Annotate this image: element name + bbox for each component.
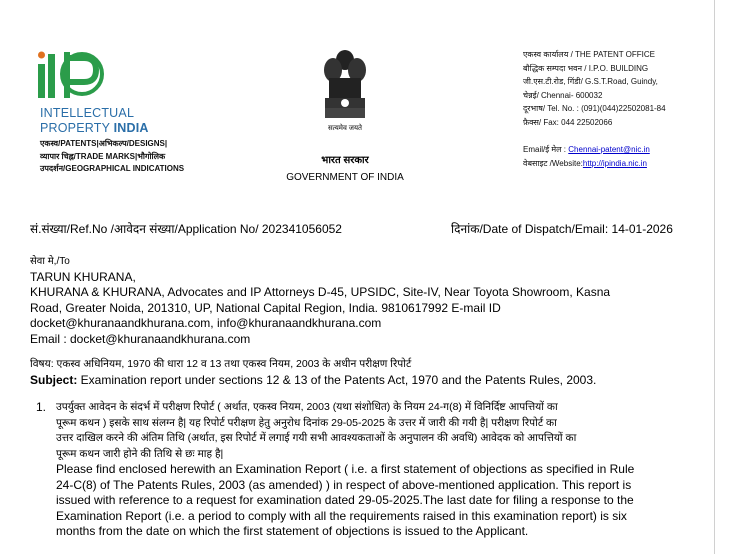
office-line1: एकस्व कार्यालय / THE PATENT OFFICE: [523, 50, 656, 59]
office-website-label: वेबसाइट /Website:: [523, 158, 583, 168]
paragraph-hindi-line2: पूरूम कथन ) इसके साथ संलग्न है| यह रिपोर्ट परीक्षण हेतु अनुरोध दिनांक 29-05-2025 के उत्तर में जारी की गयी है| परीक्षण रिपोर्ट का: [56, 416, 557, 429]
office-line5: दूरभाष/ Tel. No. : (091)(044)22502081-84: [523, 104, 666, 113]
logo-sub-line3: उपदर्शन/GEOGRAPHICAL INDICATIONS: [40, 164, 185, 173]
office-website-link[interactable]: http://ipindia.nic.in: [582, 158, 647, 168]
subject-block: [30, 356, 720, 388]
logo-title-line2a: PROPERTY: [40, 121, 114, 135]
office-email-label: Email/ई मेल :: [523, 145, 569, 154]
paragraph-english-line1: Please find enclosed herewith an Examination Report ( i.e. a first statement of objections as specified in Rule: [56, 462, 635, 476]
logo-title: [40, 106, 149, 136]
office-line6: फ़ैक्स/ Fax: 044 22502066: [523, 117, 613, 127]
logo-sub-line1: एकस्व/PATENTS|अभिकल्प/DESIGNS|: [40, 139, 168, 148]
office-email-link[interactable]: Chennai-patent@nic.in: [568, 145, 650, 154]
reference-application-number: सं.संख्या/Ref.No /आवेदन संख्या/Application No/ 202341056052: [30, 222, 342, 236]
recipient-name: TARUN KHURANA,: [30, 269, 136, 284]
recipient-email: Email : docket@khuranaandkhurana.com: [30, 331, 251, 346]
paragraph-hindi-line3: उत्तर दाखिल करने की अंतिम तिथि (अर्थात, इस रिपोर्ट में लगाई गयी सभी आवश्यकताओं के अनुपालन की अवधि) आवेदक को आपत्तियों का: [56, 432, 577, 444]
office-line2: बौद्धिक सम्पदा भवन / I.P.O. BUILDING: [523, 63, 649, 73]
subject-english: Examination report under sections 12 & 13 of the Patents Act, 1970 and the Patents Rules, 2003.: [77, 373, 597, 387]
office-line3: जी.एस.टी.रोड, गिंडी/ G.S.T.Road, Guindy,: [523, 77, 658, 86]
reference-dispatch-date: दिनांक/Date of Dispatch/Email: 14-01-2026: [451, 222, 673, 236]
paragraph-number: 1.: [36, 400, 47, 414]
paragraph-english-line4: Examination Report (i.e. a period to comply with all the requirements raised in this examination report) is six: [56, 508, 627, 523]
ip-india-logo-icon: [38, 50, 110, 102]
office-line4: चेन्नई/ Chennai- 600032: [523, 90, 603, 100]
recipient-emails: docket@khuranaandkhurana.com, info@khuranaandkhurana.com: [30, 316, 382, 330]
subject-label: Subject:: [30, 373, 78, 387]
recipient-address-line1: KHURANA & KHURANA, Advocates and IP Attorneys D-45, UPSIDC, Site-IV, Near Toyota Showroom, Kasna: [30, 285, 611, 299]
emblem-motto: सत्यमेव जयते: [327, 125, 363, 132]
government-hindi: भारत सरकार: [321, 155, 369, 166]
office-address: [523, 48, 666, 170]
government-english: GOVERNMENT OF INDIA: [286, 172, 404, 183]
logo-title-line2b: INDIA: [113, 121, 149, 135]
logo-sub-line2: व्यापार चिह्न/TRADE MARKS|भौगोलिक: [40, 151, 166, 161]
paragraph-english-line5: months from the date on which the first statement of objections is issued to the Applicant.: [56, 524, 529, 538]
logo-title-line1: INTELLECTUAL: [40, 106, 135, 120]
paragraph-hindi-line1: उपर्युक्त आवेदन के संदर्भ में परीक्षण रिपोर्ट ( अर्थात, एकस्व नियम, 2003 (यथा संशोधित) के नियम 24-ग(8) में विनिर्दिष्ट आपत्तियों का: [56, 401, 558, 413]
logo-subtitle: [40, 138, 184, 176]
paragraph-english-line2: 24-C(8) of The Patents Rules, 2003 (as amended) ) in respect of above-mentioned application. This report is: [56, 477, 632, 492]
recipient-address-line2: Road, Greater Noida, 201310, UP, National Capital Region, India. 9810617992 E-mail ID: [30, 300, 501, 315]
subject-hindi: विषय: एकस्व अधिनियम, 1970 की धारा 12 व 13 तथा एकस्व नियम, 2003 के अधीन परीक्षण रिपोर्ट: [30, 358, 412, 370]
recipient-block: [30, 254, 710, 347]
to-label: सेवा मे,/To: [30, 256, 70, 267]
paragraph-english-line3: issued with reference to a request for examination dated 29-05-2025.The last date for filing a response to the: [56, 493, 634, 507]
national-emblem-icon: [315, 46, 375, 126]
paragraph-hindi-line4: पूरूम कथन जारी होने की तिथि से छः माह है|: [56, 447, 224, 460]
